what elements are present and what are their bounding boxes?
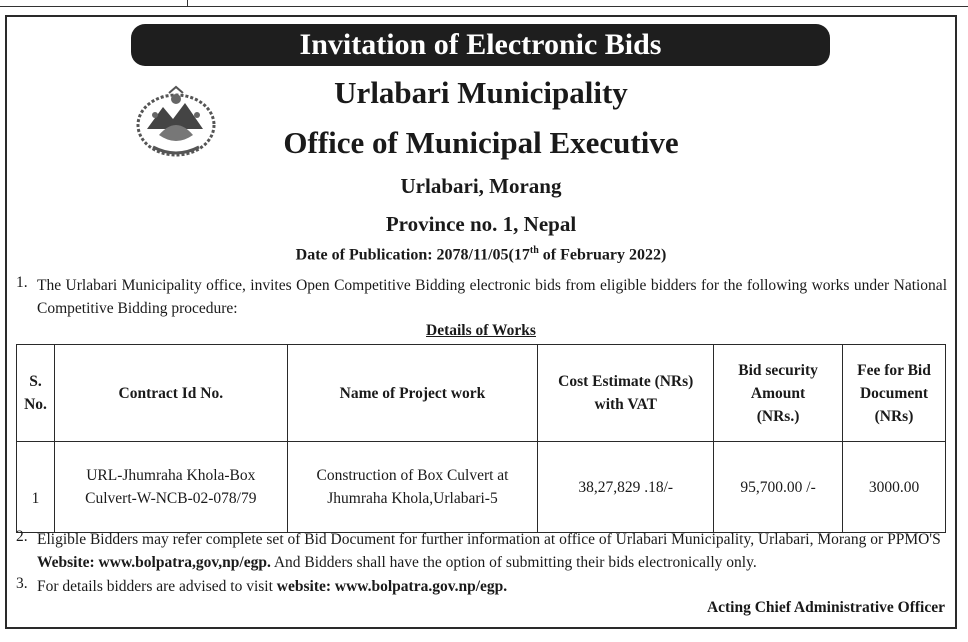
- publication-date: Date of Publication: 2078/11/05(17th of February 2022): [295, 245, 667, 264]
- header-sno: S. No.: [17, 345, 55, 442]
- notice-banner: Invitation of Electronic Bids: [131, 24, 830, 66]
- province: Province no. 1, Nepal: [385, 212, 577, 236]
- top-rule: [0, 6, 968, 7]
- organization-name: Urlabari Municipality: [334, 75, 628, 110]
- office-name: Office of Municipal Executive: [283, 125, 679, 160]
- table-row: [17, 442, 946, 533]
- header-cost-estimate: Cost Estimate (NRs) with VAT: [538, 345, 714, 442]
- location: Urlabari, Morang: [400, 174, 562, 198]
- details-heading: Details of Works: [426, 322, 536, 339]
- para-2-number: 2.: [16, 528, 28, 545]
- para-2-text: Eligible Bidders may refer complete set of Bid Document for further information at office of Urlabari Municipality, Urlabari, Morang or PPMO'S Website: www.bolpatra,gov,np/egp. And Bidders shall have the option of submitting their bids electronically only.: [37, 531, 941, 571]
- header-contract-id: Contract Id No.: [54, 345, 287, 442]
- cell-sno: 1: [17, 442, 55, 533]
- para-1-text: The Urlabari Municipality office, invites Open Competitive Bidding electronic bids from eligible bidders for the following works under National Competitive Bidding procedure:: [37, 277, 947, 317]
- header-project-name: Name of Project work: [287, 345, 538, 442]
- header-fee: Fee for Bid Document (NRs): [843, 345, 946, 442]
- cell-contract-id: URL-Jhumraha Khola-Box Culvert-W-NCB-02-078/79: [54, 442, 287, 533]
- cell-cost-estimate: 38,27,829 .18/-: [538, 442, 714, 533]
- website-link: website: www.bolpatra.gov.np/egp.: [276, 578, 508, 595]
- para-1-number: 1.: [16, 274, 28, 291]
- para-3-text: For details bidders are advised to visit website: www.bolpatra.gov.np/egp.: [37, 578, 508, 595]
- cell-fee: 3000.00: [843, 442, 946, 533]
- top-rule-stub: [187, 0, 188, 6]
- para-3-number: 3.: [16, 575, 28, 592]
- cell-bid-security: 95,700.00 /-: [714, 442, 843, 533]
- header-bid-security: Bid security Amount (NRs.): [714, 345, 843, 442]
- cell-project-name: Construction of Box Culvert at Jhumraha Khola,Urlabari-5: [287, 442, 538, 533]
- signatory-title: Acting Chief Administrative Officer: [706, 599, 945, 616]
- table-header-row: [17, 345, 946, 442]
- works-table: [16, 344, 946, 533]
- bolpatra-website-link: Website: www.bolpatra,gov,np/egp.: [37, 554, 271, 571]
